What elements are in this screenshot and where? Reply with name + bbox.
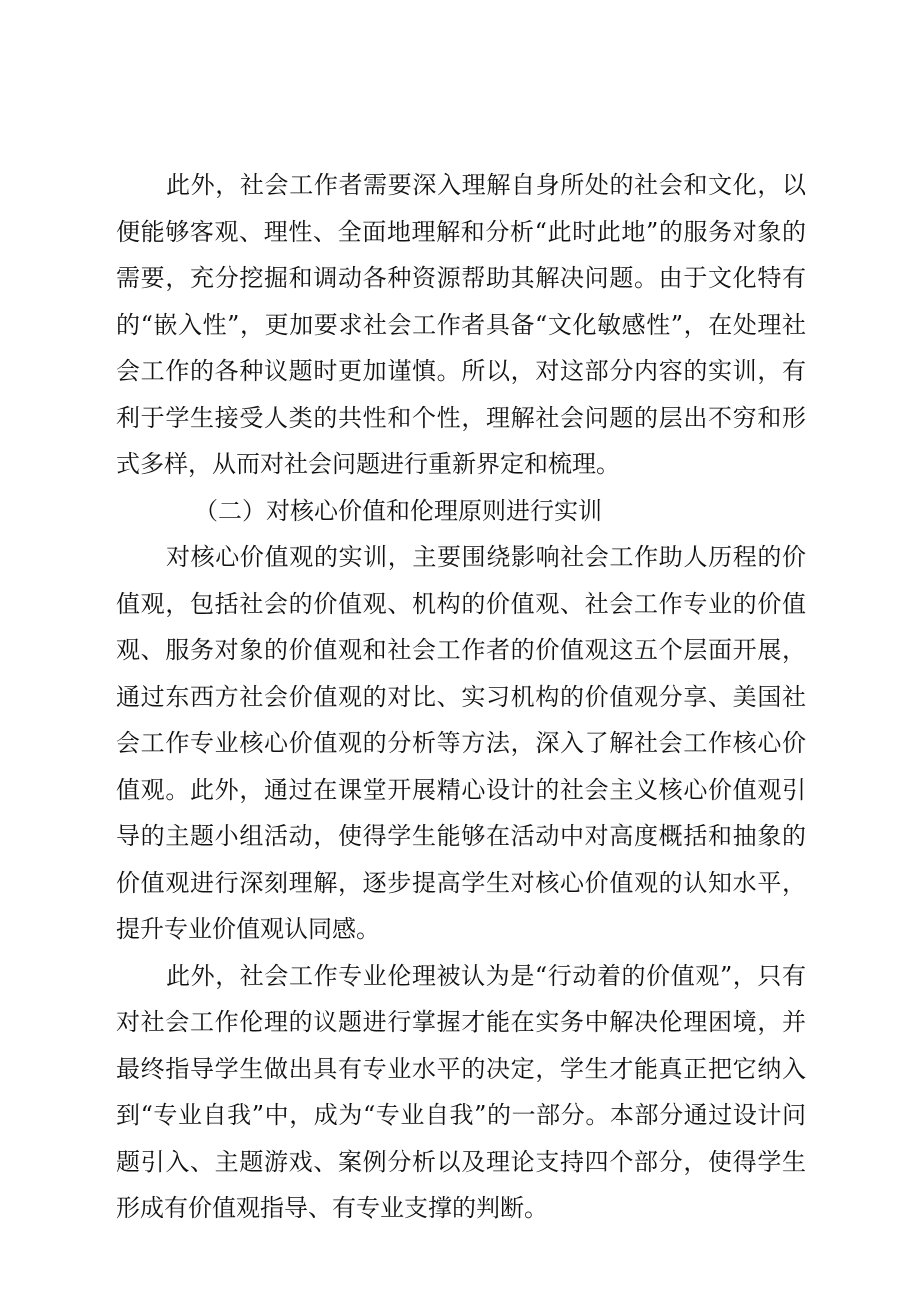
paragraph-professional-ethics: 此外，社会工作专业伦理被认为是“行动着的价值观”，只有对社会工作伦理的议题进行掌握才能在实务中解决伦理困境，并最终指导学生做出具有专业水平的决定，学生才能真正把它纳入到“专业自我”中，成为“专业自我”的一部分。本部分通过设计问题引入、主题游戏、案例分析以及理论支持四个部分，使得学生形成有价值观指导、有专业支撑的判断。 (116, 961, 806, 1222)
section-heading: （二）对核心价值和伦理原则进行实训 (194, 496, 602, 525)
paragraph-cultural-understanding: 此外，社会工作者需要深入理解自身所处的社会和文化，以便能够客观、理性、全面地理解和分析“此时此地”的服务对象的需要，充分挖掘和调动各种资源帮助其解决问题。由于文化特有的“嵌入性”，更加要求社会工作者具备“文化敏感性”，在处理社会工作的各种议题时更加谨慎。所以，对这部分内容的实训，有利于学生接受人类的共性和个性，理解社会问题的层出不穷和形式多样，从而对社会问题进行重新界定和梳理。 (116, 171, 806, 478)
document-body (116, 162, 806, 1232)
paragraph-core-values: 对核心价值观的实训，主要围绕影响社会工作助人历程的价值观，包括社会的价值观、机构的价值观、社会工作专业的价值观、服务对象的价值观和社会工作者的价值观这五个层面开展，通过东西方社会价值观的对比、实习机构的价值观分享、美国社会工作专业核心价值观的分析等方法，深入了解社会工作核心价值观。此外，通过在课堂开展精心设计的社会主义核心价值观引导的主题小组活动，使得学生能够在活动中对高度概括和抽象的价值观进行深刻理解，逐步提高学生对核心价值观的认知水平，提升专业价值观认同感。 (116, 543, 806, 943)
